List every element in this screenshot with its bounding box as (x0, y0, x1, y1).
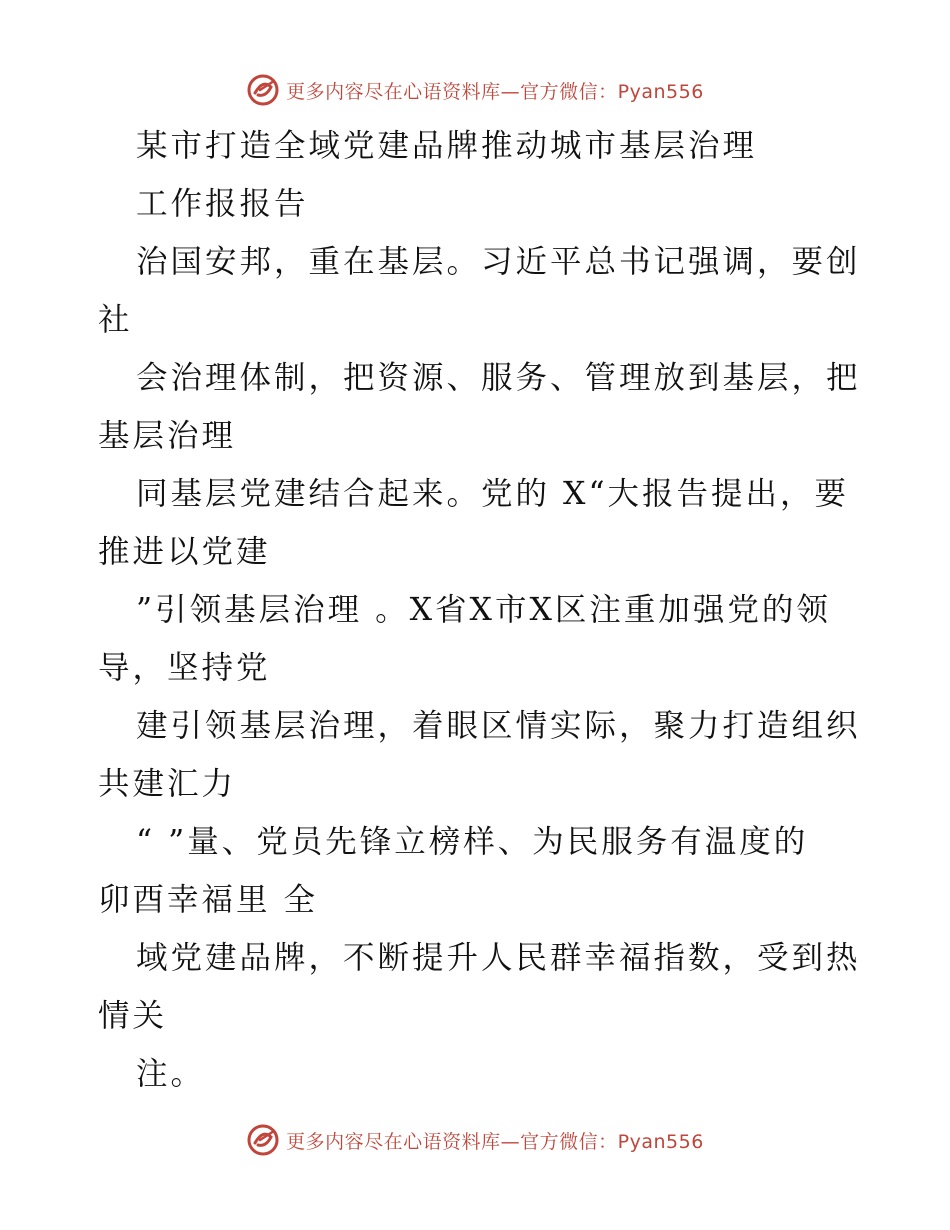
footer-banner (0, 1120, 950, 1160)
header-banner (0, 70, 950, 110)
text-line: 共建汇力 (98, 766, 237, 802)
text-line: 同基层党建结合起来。党的 X“大报告提出，要 (136, 476, 850, 512)
text-line: 基层治理 (98, 418, 237, 454)
text-line: 卯酉幸福里 全 (98, 882, 319, 918)
banner-text: 更多内容尽在心语资料库—官方微信：Pyan556 (286, 80, 704, 103)
text-line: 治国安邦，重在基层。习近平总书记强调，要创 (136, 244, 861, 280)
text-line: 注。 (136, 1056, 206, 1092)
text-line: 域党建品牌，不断提升人民群幸福指数，受到热 (136, 940, 861, 976)
text-line: 情关 (98, 998, 168, 1034)
text-line: ”引领基层治理 。X省X市X区注重加强党的领 (136, 592, 831, 628)
text-line: 推进以党建 (98, 534, 271, 570)
text-line: 工作报报告 (136, 186, 309, 222)
text-line: 某市打造全域党建品牌推动城市基层治理 (136, 128, 758, 164)
text-line: 建引领基层治理，着眼区情实际，聚力打造组织 (136, 708, 861, 744)
banner-text: 更多内容尽在心语资料库—官方微信：Pyan556 (286, 1130, 704, 1153)
text-line: “ ”量、党员先锋立榜样、为民服务有温度的 (136, 824, 809, 860)
text-line: 社 (98, 302, 133, 338)
red-swirl-logo-icon (246, 73, 280, 107)
text-line: 会治理体制，把资源、服务、管理放到基层，把 (136, 360, 861, 396)
text-line: 导，坚持党 (98, 650, 271, 686)
red-swirl-logo-icon (246, 1123, 280, 1157)
document-body (98, 117, 861, 1103)
